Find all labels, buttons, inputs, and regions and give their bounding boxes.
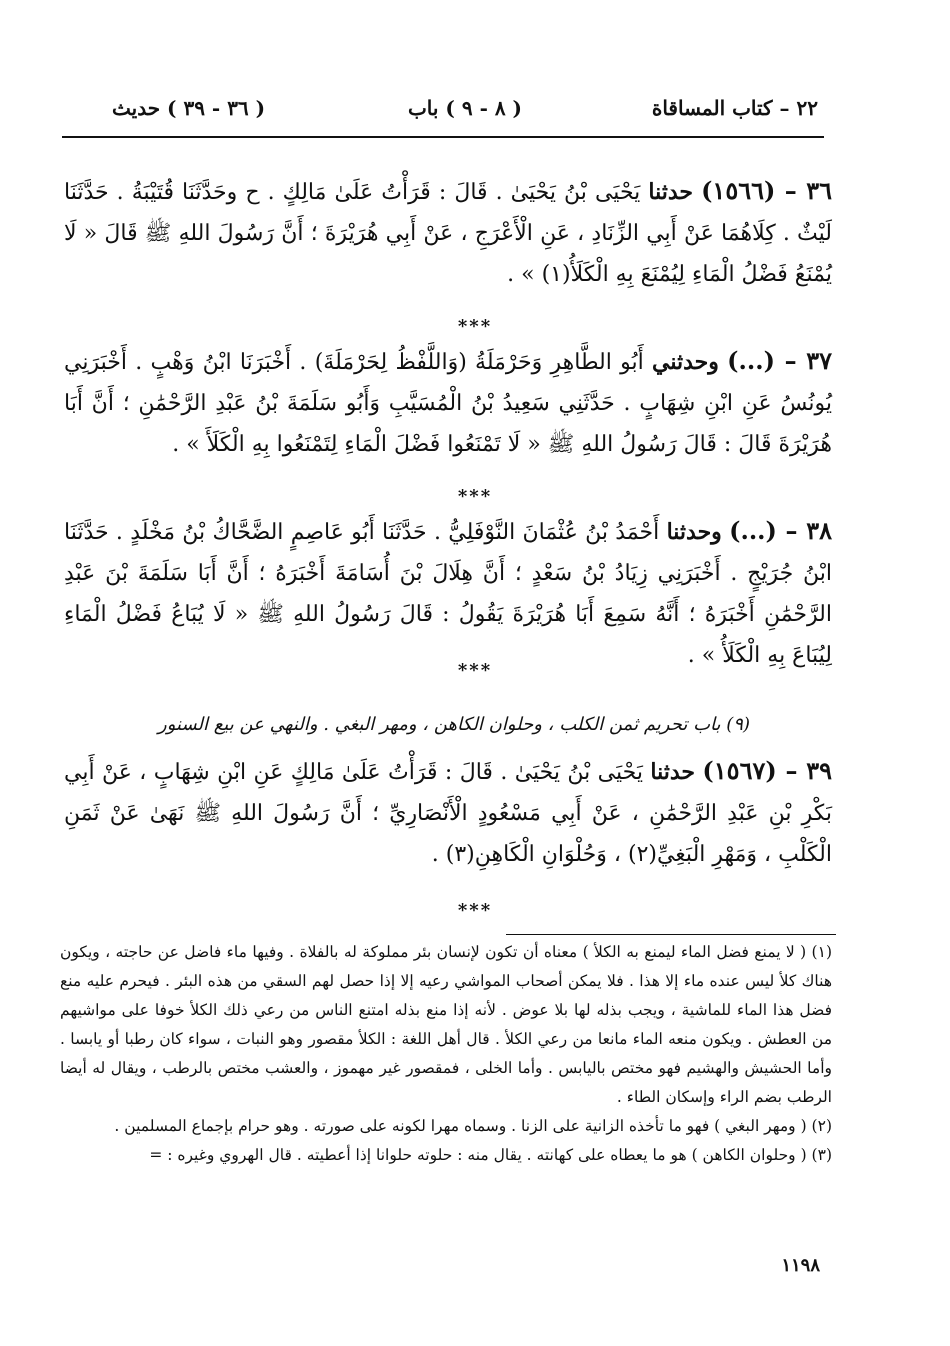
hadith-intro: حدثنا bbox=[650, 759, 696, 785]
hadith-number: ٣٦ – (١٥٦٦) bbox=[701, 176, 832, 205]
footnote-2: (٢) ( ومهر البغي ) فهو ما تأخذه الزانية على الزنا . وسماه مهرا لكونه على صورته . وهو حرام بإجماع المسلمين . bbox=[114, 1117, 832, 1135]
hadith-intro: حدثنا bbox=[648, 179, 693, 205]
header-chapter-range: ( ٨ - ٩ ) باب bbox=[407, 96, 523, 120]
chapter-heading: (٩) باب تحريم ثمن الكلب ، وحلوان الكاهن ، ومهر البغي . والنهي عن بيع السنور bbox=[158, 714, 750, 735]
hadith-number: ٣٧ – (...) bbox=[727, 346, 832, 375]
hadith-37 bbox=[64, 340, 832, 465]
hadith-text: أَحْمَدُ بْنُ عُثْمَانَ النَّوْفَلِيُّ . حَدَّثَنَا أَبُو عَاصِمٍ الضَّحَّاكُ بْنُ مَخْلَدٍ . حَدَّثَنَا ابْنُ جُرَيْجٍ . أَخْبَرَنِي زِيَادُ بْنُ سَعْدٍ ؛ أَنَّ هِلَالَ بْنَ أُسَامَةَ أَخْبَرَهُ ؛ أَنَّ أَبَا سَلَمَةَ بْنَ عَبْدِ الرَّحْمَٰنِ أَخْبَرَهُ ؛ أَنَّهُ سَمِعَ أَبَا هُرَيْرَةَ يَقُولُ : قَالَ رَسُولُ اللهِ ﷺ « لَا يُبَاعُ فَضْلُ الْمَاءِ لِيُبَاعَ بِهِ الْكَلَأُ » . bbox=[64, 520, 832, 668]
page-number: ١١٩٨ bbox=[781, 1255, 820, 1276]
footnote-3: (٣) ( وحلوان الكاهن ) هو ما يعطاه على كهانته . يقال منه : حلوته حلوانا إذا أعطيته . قال الهروي وغيره : = bbox=[149, 1146, 832, 1164]
hadith-36 bbox=[64, 170, 832, 295]
hadith-text: أَبُو الطَّاهِرِ وَحَرْمَلَةُ (وَاللَّفْظُ لِحَرْمَلَةَ) . أَخْبَرَنَا ابْنُ وَهْبٍ . أَخْبَرَنِي يُونُسُ عَنِ ابْنِ شِهَابٍ . حَدَّثَنِي سَعِيدُ بْنُ الْمُسَيَّبِ وَأَبُو سَلَمَةَ بْنُ عَبْدِ الرَّحْمَٰنِ ؛ أَنَّ أَبَا هُرَيْرَةَ قَالَ : قَالَ رَسُولُ اللهِ ﷺ « لَا تَمْنَعُوا فَضْلَ الْمَاءِ لِتَمْنَعُوا بِهِ الْكَلَأَ » . bbox=[64, 350, 832, 457]
separator-stars: *** bbox=[457, 316, 493, 337]
hadith-number: ٣٨ – (...) bbox=[729, 516, 832, 545]
separator-stars: *** bbox=[457, 660, 493, 681]
separator-stars: *** bbox=[457, 486, 493, 507]
hadith-intro: وحدثني bbox=[652, 349, 719, 375]
hadith-39 bbox=[64, 750, 832, 875]
header-divider bbox=[62, 136, 824, 138]
hadith-number: ٣٩ – (١٥٦٧) bbox=[702, 756, 832, 785]
footnote-divider bbox=[506, 934, 836, 935]
header-book-title: ٢٢ – كتاب المساقاة bbox=[651, 96, 818, 120]
hadith-intro: وحدثنا bbox=[666, 519, 722, 545]
header-hadith-range: ( ٣٦ - ٣٩ ) حديث bbox=[112, 96, 266, 120]
hadith-38 bbox=[64, 510, 832, 676]
footnote-1: (١) ( لا يمنع فضل الماء ليمنع به الكلأ ) معناه أن تكون لإنسان بئر مملوكة له بالفلاة . وفيها ماء فاضل عن حاجته ، ويكون هناك كلأ ليس عنده ماء إلا هذا . فلا يمكن أصحاب المواشي رعيه إلا إذا حصل لهم السقي من هذه البئر . فيحرم عليه منع فضل هذا الماء للماشية ، ويجب بذله لها بلا عوض . لأنه إذا منع بذله امتنع الناس من رعي ذلك الكلأ خوفا على مواشيهم من العطش . ويكون منعه الماء مانعا من رعي الكلأ . قال أهل اللغة : الكلأ مقصور وهو النبات ، سواء كان رطبا أو يابسا . وأما الحشيش والهشيم فهو مختص باليابس . وأما الخلى ، فمقصور غير مهموز ، والعشب مختص بالرطب ، ويقال له أيضا الرطب بضم الراء وإسكان الطاء . bbox=[60, 943, 832, 1106]
separator-stars: *** bbox=[457, 900, 493, 921]
hadith-text: يَحْيَى بْنُ يَحْيَىٰ . قَالَ : قَرَأْتُ عَلَىٰ مَالِكٍ عَنِ ابْنِ شِهَابٍ ، عَنْ أَبِي بَكْرِ بْنِ عَبْدِ الرَّحْمَٰنِ ، عَنْ أَبِي مَسْعُودٍ الْأَنْصَارِيِّ ؛ أَنَّ رَسُولَ اللهِ ﷺ نَهَىٰ عَنْ ثَمَنِ الْكَلْبِ ، وَمَهْرِ الْبَغِيِّ(٢) ، وَحُلْوَانِ الْكَاهِنِ(٣) . bbox=[64, 760, 832, 867]
footnotes bbox=[60, 938, 832, 1170]
running-header bbox=[112, 96, 818, 130]
hadith-text: يَحْيَى بْنُ يَحْيَىٰ . قَالَ : قَرَأْتُ عَلَىٰ مَالِكٍ . ح وحَدَّثَنَا قُتَيْبَةُ . حَدَّثَنَا لَيْثٌ . كِلَاهُمَا عَنْ أَبِي الزِّنَادِ ، عَنِ الْأَعْرَجِ ، عَنْ أَبِي هُرَيْرَةَ ؛ أَنَّ رَسُولَ اللهِ ﷺ قَالَ « لَا يُمْنَعُ فَضْلُ الْمَاءِ لِيُمْنَعَ بِهِ الْكَلَأُ(١) » . bbox=[64, 180, 832, 287]
